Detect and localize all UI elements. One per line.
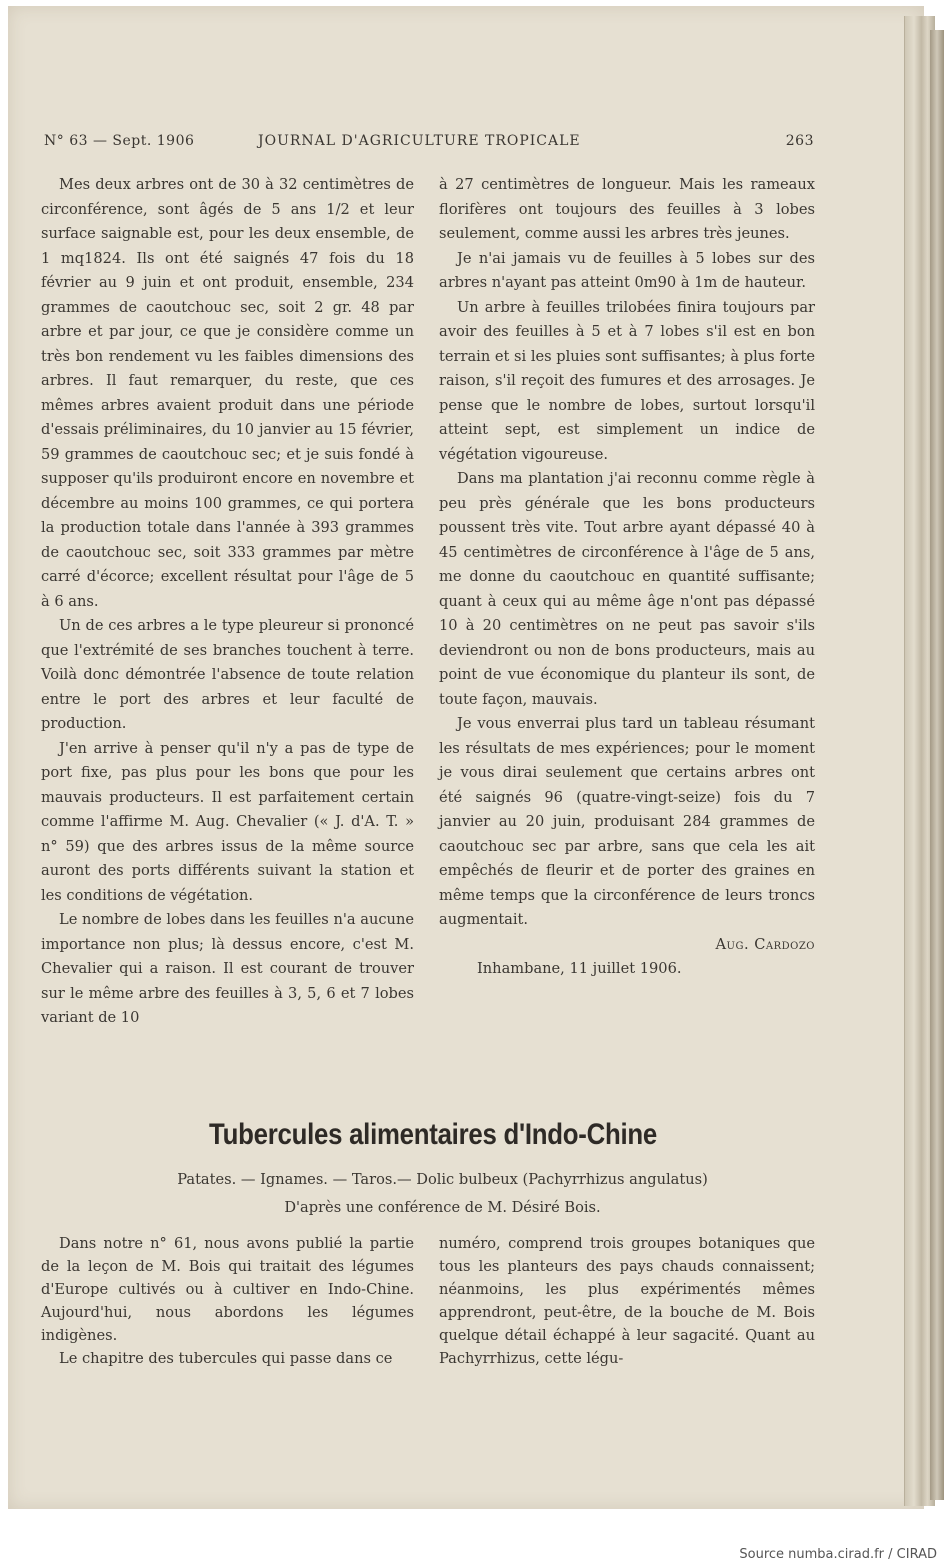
running-head: [44, 133, 814, 153]
paragraph: Un de ces arbres a le type pleureur si prononcé que l'extrémité de ses branches touchent à terre. Voilà donc démontrée l'absence de toute relation entre le port des arbres et leur faculté de production.: [41, 617, 414, 732]
paragraph: Dans notre n° 61, nous avons publié la partie de la leçon de M. Bois qui traitait des légumes d'Europe cultivés ou à cultiver en Indo-Chine. Aujourd'hui, nous abordons les légumes indigènes.: [41, 1235, 414, 1344]
paragraph: J'en arrive à penser qu'il n'y a pas de type de port fixe, pas plus pour les bons que pour les mauvais producteurs. Il est parfaitement certain comme l'affirme M. Aug. Chevalier (« J. d'A. T. » n° 59) que des arbres issus de la même source auront des ports différents suivant la station et les conditions de végétation.: [41, 739, 414, 904]
article2-right-column: [439, 1232, 815, 1370]
paragraph: Dans ma plantation j'ai reconnu comme règle à peu près générale que les bons producteurs poussent très vite. Tout arbre ayant dépassé 40 à 45 centimètres de circonférence à l'âge de 5 ans, me donne du caoutchouc en quantité suffisante; quant à ceux qui au même âge n'ont pas dépassé 10 à 20 centimètres on ne peut pas savoir s'ils deviendront ou non de bons producteurs, mais au point de vue économique du planteur ils sont, de toute façon, mauvais.: [439, 470, 815, 708]
dateline: Inhambane, 11 juillet 1906.: [477, 960, 682, 977]
page-number: 263: [785, 133, 814, 149]
issue-date: N° 63 — Sept. 1906: [44, 133, 195, 149]
article2-subtitle: Patates. — Ignames. — Taros.— Dolic bulbeux (Pachyrrhizus angulatus): [177, 1171, 708, 1188]
signature: Aug. Cardozo: [715, 935, 815, 953]
paragraph: Le chapitre des tubercules qui passe dans ce: [59, 1350, 393, 1367]
paragraph: Je vous enverrai plus tard un tableau résumant les résultats de mes expériences; pour le moment je vous dirai seulement que certains arbres ont été saignés 96 (quatre-vingt-seize) fois du 7 janvier au 20 juin, produisant 284 grammes de caoutchouc sec par arbre, sans que cela les ait empêchés de fleurir et de porter des graines en même temps que la circonférence de leurs troncs augmentait.: [439, 715, 815, 928]
paragraph: numéro, comprend trois groupes botaniques que tous les planteurs des pays chauds connaissent; néanmoins, les plus expérimentés mêmes apprendront, peut-être, de la bouche de M. Bois quelque détail échappé à leur sagacité. Quant au Pachyrrhizus, cette légu-: [439, 1235, 815, 1367]
article2-title: Tubercules alimentaires d'Indo-Chine: [209, 1118, 657, 1151]
paragraph: Le nombre de lobes dans les feuilles n'a aucune importance non plus; là dessus encore, c'est M. Chevalier qui a raison. Il est courant de trouver sur le même arbre des feuilles à 3, 5, 6 et 7 lobes variant de 10: [41, 911, 414, 1026]
paragraph: Je n'ai jamais vu de feuilles à 5 lobes sur des arbres n'ayant pas atteint 0m90 à 1m de hauteur.: [439, 249, 815, 291]
article1-left-column: [41, 173, 414, 1031]
article1-right-column: [439, 173, 815, 982]
paragraph: Un arbre à feuilles trilobées finira toujours par avoir des feuilles à 5 et à 7 lobes s'il est en bon terrain et si les pluies sont suffisantes; à plus forte raison, s'il reçoit des fumures et des arrosages. Je pense que le nombre de lobes, surtout lorsqu'il atteint sept, est simplement un indice de végétation vigoureuse.: [439, 298, 815, 463]
journal-title: JOURNAL D'AGRICULTURE TROPICALE: [258, 133, 581, 149]
paragraph: Mes deux arbres ont de 30 à 32 centimètres de circonférence, sont âgés de 5 ans 1/2 et leur surface saignable est, pour les deux ensemble, de 1 mq1824. Ils ont été saignés 47 fois du 18 février au 9 juin et ont produit, ensemble, 234 grammes de caoutchouc sec, soit 2 gr. 48 par arbre et par jour, ce que je considère comme un très bon rendement vu les faibles dimensions des arbres. Il faut remarquer, du reste, que ces mêmes arbres avaient produit dans une période d'essais préliminaires, du 10 janvier au 15 février, 59 grammes de caoutchouc sec; et je suis fondé à supposer qu'ils produiront encore en novembre et décembre au moins 100 grammes, ce qui portera la production totale dans l'année à 393 grammes de caoutchouc sec, soit 333 grammes par mètre carré d'écorce; excellent résultat pour l'âge de 5 à 6 ans.: [41, 176, 414, 610]
article2-left-column: [41, 1232, 414, 1370]
source-credit: Source numba.cirad.fr / CIRAD: [739, 1547, 937, 1562]
article2-byline: D'après une conférence de M. Désiré Bois.: [284, 1199, 601, 1216]
paragraph: à 27 centimètres de longueur. Mais les rameaux florifères ont toujours des feuilles à 3 lobes seulement, comme aussi les arbres très jeunes.: [439, 176, 815, 242]
